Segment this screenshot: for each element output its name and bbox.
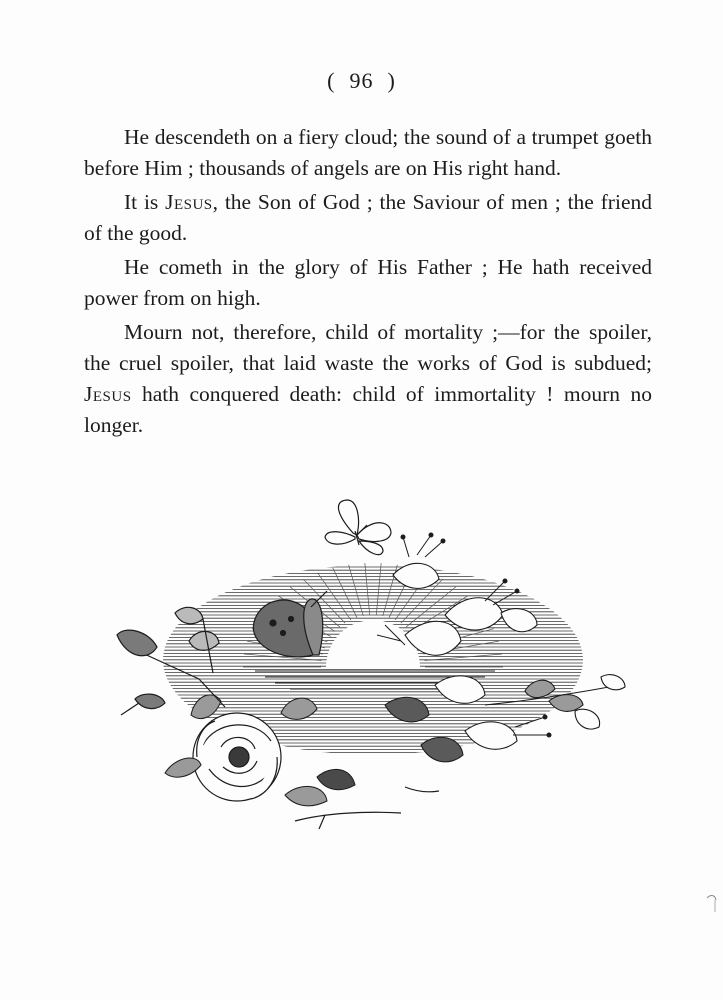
paragraph-2-text-b: , the Son of God ; the Saviour of men ; the friend of the good. <box>84 190 652 245</box>
paragraph-4-text-a: Mourn not, therefore, child of mortality ;—for the spoiler, the cruel spoiler, that laid waste the works of God is subdued; <box>84 320 652 375</box>
page-number: 96 <box>349 68 374 93</box>
paragraph-2 <box>84 187 652 249</box>
folio-open-paren: ( <box>327 68 336 93</box>
paragraph-2-text-a: It is <box>124 190 166 214</box>
jesus-small-caps: Jesus <box>165 190 213 214</box>
paragraph-3-text: He cometh in the glory of His Father ; He hath received power from on high. <box>84 255 652 310</box>
engraved-vignette <box>105 495 635 835</box>
edge-mark <box>705 892 719 914</box>
paragraph-3 <box>84 252 652 314</box>
paragraph-4 <box>84 317 652 441</box>
butterfly-icon <box>253 591 327 657</box>
paragraph-1-text: He descendeth on a fiery cloud; the sound of a trumpet goeth before Him ; thousands of angels are on His right hand. <box>84 125 652 180</box>
jesus-small-caps: Jesus <box>84 382 132 406</box>
folio-close-paren: ) <box>387 68 396 93</box>
body-text <box>84 122 652 444</box>
page-folio <box>0 68 723 94</box>
rose-icon <box>193 713 281 801</box>
paragraph-4-text-b: hath conquered death: child of immortality ! mourn no longer. <box>84 382 652 437</box>
paragraph-1 <box>84 122 652 184</box>
butterfly-icon <box>325 500 391 555</box>
